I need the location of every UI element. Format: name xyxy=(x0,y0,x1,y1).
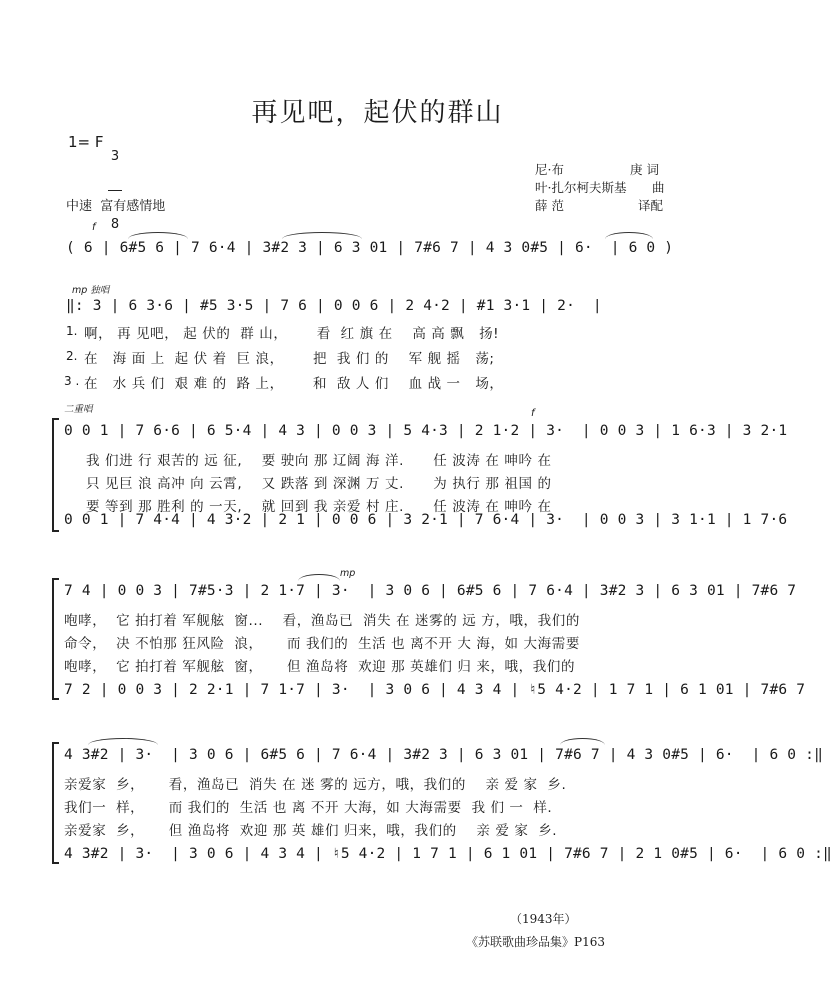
credit-composer-role: 曲 xyxy=(652,180,665,195)
slur xyxy=(88,738,158,745)
dynamic-f: f xyxy=(531,408,535,419)
upper-voice-notes: 7 4 | 0 0 3 | 7#5·3 | 2 1·7 | 3· | 3 0 6 | 6#5 6 | 7 6·4 | 3#2 3 | 6 3 01 | 7#6 7 xyxy=(64,583,797,599)
duet-lyrics-1: 亲爱家 乡， 看，渔岛已 消失 在 迷 雾的 远方，哦，我们的 亲 爱 家 乡. xyxy=(64,777,567,793)
verse-number: 1. xyxy=(66,324,78,338)
upper-voice-notes: 0 0 1 | 7 6·6 | 6 5·4 | 4 3 | 0 0 3 | 5 4·3 | 2 1·2 | 3· | 0 0 3 | 1 6·3 | 3 2·1 xyxy=(64,423,788,439)
duet-lyrics-2: 只 见巨 浪 高冲 向 云霄, 又 跌落 到 深渊 万 丈. 为 执行 那 祖国 的 xyxy=(86,476,552,492)
verse-1-lyrics: 啊， 再 见吧， 起 伏的 群 山， 看 红 旗 在 高 高 飘 扬! xyxy=(84,326,500,342)
lower-voice-notes: 0 0 1 | 7 4·4 | 4 3·2 | 2 1 | 0 0 6 | 3 2·1 | 7 6·4 | 3· | 0 0 3 | 3 1·1 | 1 7·6 xyxy=(64,512,788,528)
duet-lyrics-3: 亲爱家 乡， 但 渔岛将 欢迎 那 英 雄们 归来，哦，我们的 亲 爱 家 乡. xyxy=(64,823,558,839)
source-citation: 《苏联歌曲珍品集》P163 xyxy=(466,935,605,949)
time-top: 3 xyxy=(110,149,120,164)
credit-translator-role: 译配 xyxy=(638,198,664,213)
composition-year: （1943年） xyxy=(510,912,577,926)
lower-voice-notes: 7 2 | 0 0 3 | 2 2·1 | 7 1·7 | 3· | 3 0 6 | 4 3 4 | ♮5 4·2 | 1 7 1 | 6 1 01 | 7#6 7 xyxy=(64,682,806,698)
duet-marking: 二重唱 xyxy=(64,404,93,415)
slur xyxy=(298,574,340,581)
key-signature: 1= F xyxy=(68,133,104,151)
credit-lyricist: 尼·布 xyxy=(535,162,564,177)
song-title: 再见吧，起伏的群山 xyxy=(251,98,504,128)
duet-lyrics-2: 我们一 样， 而 我们的 生活 也 离 不开 大海，如 大海需要 我 们 一 样. xyxy=(64,800,553,816)
verse-melody-notes: ‖: 3 | 6 3·6 | #5 3·5 | 7 6 | 0 0 6 | 2 4·2 | #1 3·1 | 2· | xyxy=(66,298,602,314)
intro-notes: ( 6 | 6#5 6 | 7 6·4 | 3#2 3 | 6 3 01 | 7#6 7 | 4 3 0#5 | 6· | 6 0 ) xyxy=(66,240,674,256)
verse-2-lyrics: 在 海 面 上 起 伏 着 巨 浪， 把 我 们 的 军 舰 摇 荡; xyxy=(84,351,495,367)
slur xyxy=(282,232,362,239)
time-bottom: 8 xyxy=(110,217,120,232)
duet-lyrics-1: 我 们进 行 艰苦的 远 征, 要 驶向 那 辽阔 海 洋. 任 波涛 在 呻吟 在 xyxy=(86,453,552,469)
duet-lyrics-2: 命令， 决 不怕那 狂风险 浪， 而 我们的 生活 也 离不开 大 海，如 大海需要 xyxy=(64,636,580,652)
slur xyxy=(560,738,605,745)
verse-number: 2. xyxy=(66,349,78,363)
credit-composer: 叶·扎尔柯夫斯基 xyxy=(535,180,627,195)
slur xyxy=(605,232,653,239)
time-signature xyxy=(108,124,122,244)
duet-lyrics-3: 咆哮， 它 拍打着 军舰舷 窗， 但 渔岛将 欢迎 那 英雄们 归 来，哦，我们的 xyxy=(64,659,576,675)
upper-voice-notes: 4 3#2 | 3· | 3 0 6 | 6#5 6 | 7 6·4 | 3#2 3 | 6 3 01 | 7#6 7 | 4 3 0#5 | 6· | 6 0 :‖ xyxy=(64,747,824,763)
tempo-marking: 中速 富有感情地 xyxy=(66,199,166,214)
lower-voice-notes: 4 3#2 | 3· | 3 0 6 | 4 3 4 | ♮5 4·2 | 1 7 1 | 6 1 01 | 7#6 7 | 2 1 0#5 | 6· | 6 0 :‖ xyxy=(64,846,832,862)
verse-number: 3 . xyxy=(64,374,80,388)
credit-lyricist-role: 庚 词 xyxy=(630,162,659,177)
system-brace xyxy=(52,742,59,864)
system-brace xyxy=(52,578,59,700)
duet-lyrics-1: 咆哮， 它 拍打着 军舰舷 窗... 看，渔岛已 消失 在 迷雾的 远 方，哦，我们的 xyxy=(64,613,580,629)
slur xyxy=(128,232,188,239)
system-brace xyxy=(52,418,59,532)
verse-3-lyrics: 在 水 兵 们 艰 难 的 路 上， 和 敌 人 们 血 战 一 场， xyxy=(84,376,504,392)
dynamic-mp-solo: mp 独唱 xyxy=(72,285,110,296)
credit-translator: 薛 范 xyxy=(535,198,564,213)
duet-lyrics-3: 要 等到 那 胜利 的 一天, 就 回到 我 亲爱 村 庄. 任 波涛 在 呻吟 在 xyxy=(86,499,552,515)
dynamic-f: f xyxy=(92,222,96,233)
dynamic-mp: mp xyxy=(340,568,356,579)
